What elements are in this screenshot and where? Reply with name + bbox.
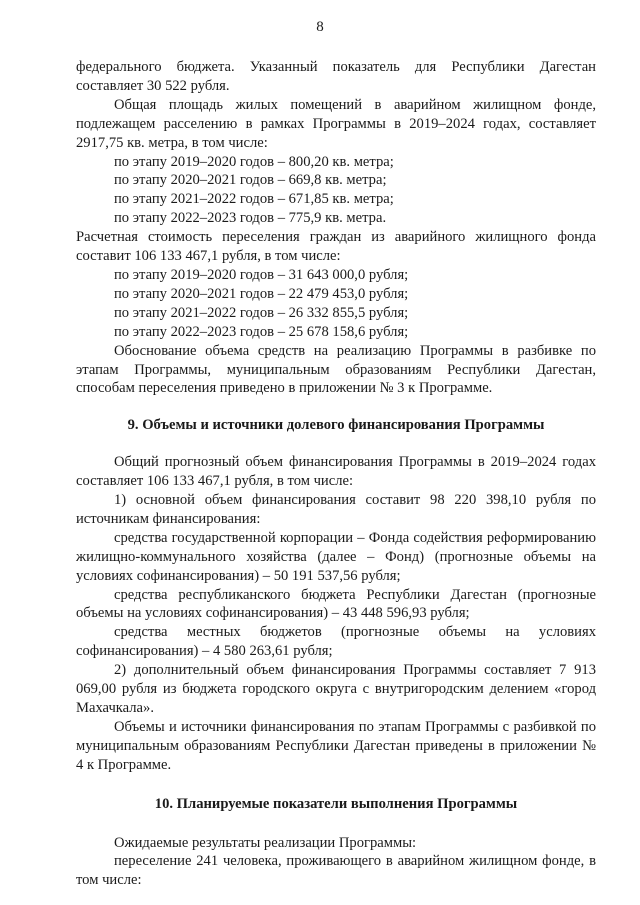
- paragraph: Общий прогнозный объем финансирования Программы в 2019–2024 годах составляет 106 133 467,1 рубля, в том числе:: [76, 454, 596, 490]
- section-10-body: [76, 834, 596, 891]
- list-item: по этапу 2022–2023 годов – 25 678 158,6 рубля;: [114, 323, 409, 340]
- section-heading-9: 9. Объемы и источники долевого финансирования Программы: [127, 417, 545, 434]
- paragraph: переселение 241 человека, проживающего в аварийном жилищном фонде, в том числе:: [76, 853, 596, 889]
- paragraph: Ожидаемые результаты реализации Программы:: [114, 834, 417, 851]
- list-item: по этапу 2020–2021 годов – 22 479 453,0 рубля;: [114, 285, 409, 302]
- paragraph: Объемы и источники финансирования по этапам Программы с разбивкой по муниципальным образованиям Республики Дагестан приведены в приложении № 4 к Программе.: [76, 718, 596, 773]
- paragraph: федерального бюджета. Указанный показатель для Республики Дагестан составляет 30 522 рубля.: [76, 59, 596, 94]
- paragraph: Расчетная стоимость переселения граждан из аварийного жилищного фонда составит 106 133 467,1 рубля, в том числе:: [76, 229, 596, 265]
- paragraph: 2) дополнительный объем финансирования Программы составляет 7 913 069,00 рубля из бюджета городского округа с внутригородским делением «город Махачкала».: [76, 662, 596, 716]
- paragraph: средства местных бюджетов (прогнозные объемы на условиях софинансирования) – 4 580 263,61 рубля;: [76, 624, 596, 660]
- paragraph: средства республиканского бюджета Республики Дагестан (прогнозные объемы на условиях софинансирования) – 43 448 596,93 рубля;: [76, 586, 596, 622]
- section-9-body: [76, 453, 596, 774]
- paragraph: 1) основной объем финансирования составит 98 220 398,10 рубля по источникам финансирования:: [76, 492, 596, 527]
- list-item: по этапу 2019–2020 годов – 31 643 000,0 рубля;: [114, 266, 409, 283]
- paragraph: Обоснование объема средств на реализацию Программы в разбивке по этапам Программы, муниципальным образованиям Республики Дагестан, способам переселения приведено в приложении № 3 к Программе.: [76, 342, 596, 397]
- list-item: по этапу 2021–2022 годов – 671,85 кв. метра;: [114, 191, 394, 208]
- list-item: по этапу 2019–2020 годов – 800,20 кв. метра;: [114, 153, 394, 170]
- paragraph: средства государственной корпорации – Фонда содействия реформированию жилищно-коммунального хозяйства (далее – Фонд) (прогнозные объемы на условиях софинансирования) – 50 191 537,56 рубля;: [76, 529, 596, 584]
- paragraph: Общая площадь жилых помещений в аварийном жилищном фонде, подлежащем расселению в рамках Программы в 2019–2024 годах, составляет 2917,75 кв. метра, в том числе:: [76, 96, 596, 151]
- intro-text-block: [76, 58, 596, 398]
- section-heading-10: 10. Планируемые показатели выполнения Программы: [154, 795, 518, 812]
- list-item: по этапу 2021–2022 годов – 26 332 855,5 рубля;: [114, 304, 409, 321]
- list-item: по этапу 2022–2023 годов – 775,9 кв. метра.: [114, 210, 387, 227]
- page-number: 8: [316, 19, 324, 35]
- list-item: по этапу 2020–2021 годов – 669,8 кв. метра;: [114, 172, 387, 189]
- page-content: [76, 0, 596, 890]
